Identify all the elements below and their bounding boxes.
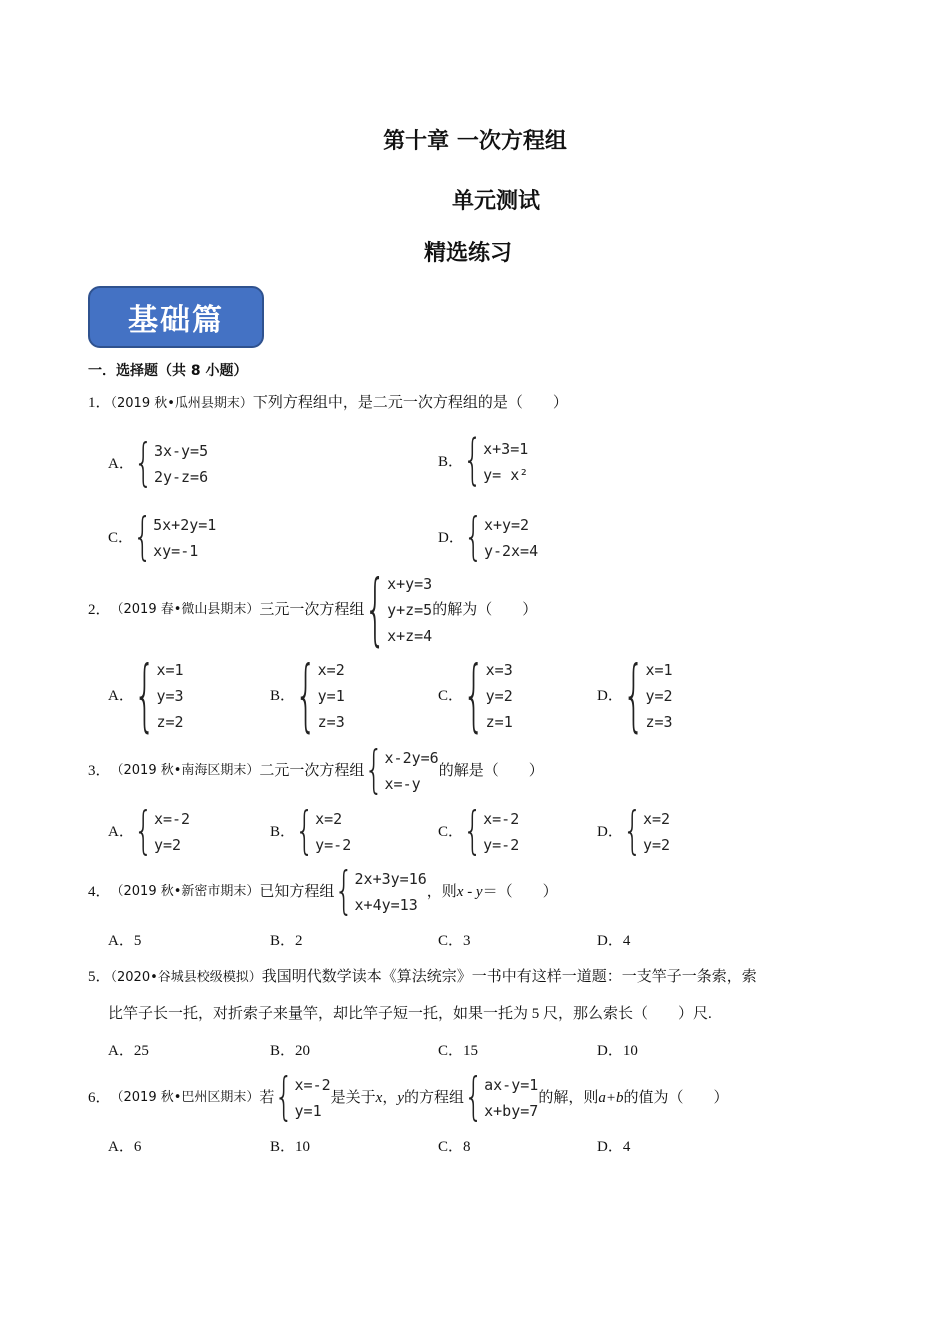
option-1a[interactable] bbox=[108, 433, 209, 493]
option-6a[interactable]: A．6 bbox=[108, 1139, 142, 1155]
question-text: 下列方程组中，是二元一次方程组的是（ ） bbox=[252, 395, 568, 411]
option-1b[interactable] bbox=[438, 429, 529, 493]
option-2c[interactable] bbox=[438, 650, 513, 742]
question-source: （2019 秋•巴州区期末） bbox=[110, 1090, 260, 1105]
equation-system: { x=-2 y=-2 bbox=[463, 801, 520, 861]
equation-system: { x+y=3 y+z=5 x+z=4 bbox=[364, 564, 433, 656]
equation-system: { x=2 y=2 bbox=[622, 801, 671, 861]
option-3a[interactable] bbox=[108, 801, 191, 861]
page-title: 第十章 一次方程组 bbox=[383, 129, 567, 154]
question-text: 已知方程组 bbox=[259, 884, 335, 900]
question-text: 的解，则 bbox=[538, 1090, 599, 1106]
option-label: B． bbox=[438, 454, 464, 470]
equation-system: { x+y=2 y-2x=4 bbox=[463, 507, 539, 567]
question-source: （2019 秋•瓜州县期末） bbox=[110, 396, 253, 411]
question-number: 6． bbox=[88, 1090, 111, 1106]
option-label: B． bbox=[270, 688, 296, 704]
option-label: D． bbox=[438, 530, 464, 546]
question-text: 是关于 bbox=[330, 1090, 376, 1106]
section-heading: 一．选择题（共 8 小题） bbox=[88, 363, 248, 379]
option-label: C． bbox=[438, 688, 464, 704]
option-label: C． bbox=[438, 824, 464, 840]
option-5c[interactable]: C．15 bbox=[438, 1043, 479, 1059]
question-4 bbox=[88, 861, 558, 921]
equation-system: { 3x-y=5 2y-z=6 bbox=[133, 433, 209, 493]
option-6d[interactable]: D．4 bbox=[597, 1139, 631, 1155]
option-5a[interactable]: A．25 bbox=[108, 1043, 149, 1059]
option-4d[interactable]: D．4 bbox=[597, 933, 631, 949]
question-1 bbox=[88, 392, 568, 415]
question-text: 若 bbox=[259, 1090, 275, 1106]
question-6 bbox=[88, 1067, 729, 1127]
question-text: ，则 bbox=[426, 884, 457, 900]
equation-system: { x=1 y=3 z=2 bbox=[133, 650, 184, 742]
option-4a[interactable]: A．5 bbox=[108, 933, 142, 949]
math-variable: y bbox=[397, 1090, 405, 1106]
equation-system: { x=1 y=2 z=3 bbox=[622, 650, 673, 742]
question-text: 二元一次方程组 bbox=[259, 763, 365, 779]
option-2b[interactable] bbox=[270, 650, 345, 742]
option-label: D． bbox=[597, 688, 623, 704]
level-badge: 基础篇 bbox=[88, 286, 264, 348]
equation-system: { ax-y=1 x+by=7 bbox=[464, 1067, 539, 1127]
question-source: （2019 秋•南海区期末） bbox=[110, 763, 260, 778]
option-3d[interactable] bbox=[597, 801, 671, 861]
question-number: 2． bbox=[88, 602, 111, 618]
equation-system: { x=2 y=-2 bbox=[295, 801, 352, 861]
option-label: A． bbox=[108, 824, 134, 840]
option-1c[interactable] bbox=[108, 507, 217, 567]
option-3c[interactable] bbox=[438, 801, 520, 861]
question-source: （2020•谷城县校级模拟） bbox=[110, 970, 262, 985]
question-text: 我国明代数学读本《算法统宗》一书中有这样一道题：一支竿子一条索，索 bbox=[261, 969, 757, 985]
math-expression: x - y bbox=[456, 884, 483, 900]
equation-system: { x=-2 y=1 bbox=[274, 1067, 331, 1127]
question-number: 4． bbox=[88, 884, 111, 900]
question-text: 三元一次方程组 bbox=[259, 602, 365, 618]
option-5b[interactable]: B．20 bbox=[270, 1043, 311, 1059]
question-5 bbox=[88, 966, 757, 989]
math-expression: a+b bbox=[598, 1090, 624, 1106]
question-number: 5． bbox=[88, 969, 111, 985]
question-text: 的解是（ ） bbox=[438, 763, 544, 779]
question-text: 的解为（ ） bbox=[432, 602, 538, 618]
option-2d[interactable] bbox=[597, 650, 673, 742]
question-text: ＝（ ） bbox=[482, 884, 558, 900]
equation-system: { 2x+3y=16 x+4y=13 bbox=[334, 861, 427, 921]
question-text: ， bbox=[382, 1090, 398, 1106]
option-label: B． bbox=[270, 824, 296, 840]
option-6c[interactable]: C．8 bbox=[438, 1139, 471, 1155]
equation-system: { x=-2 y=2 bbox=[133, 801, 191, 861]
question-source: （2019 秋•新密市期末） bbox=[110, 884, 260, 899]
option-label: C． bbox=[108, 530, 134, 546]
option-4c[interactable]: C．3 bbox=[438, 933, 471, 949]
question-text: 的值为（ ） bbox=[623, 1090, 729, 1106]
option-label: A． bbox=[108, 688, 134, 704]
question-source: （2019 春•微山县期末） bbox=[110, 602, 260, 617]
option-2a[interactable] bbox=[108, 650, 184, 742]
option-6b[interactable]: B．10 bbox=[270, 1139, 311, 1155]
question-number: 3． bbox=[88, 763, 111, 779]
equation-system: { 5x+2y=1 xy=-1 bbox=[133, 507, 217, 567]
question-number: 1． bbox=[88, 395, 111, 411]
option-5d[interactable]: D．10 bbox=[597, 1043, 638, 1059]
equation-system: { x+3=1 y= x² bbox=[463, 429, 529, 493]
page-subtitle-2: 精选练习 bbox=[424, 241, 513, 266]
question-text: 的方程组 bbox=[404, 1090, 465, 1106]
option-1d[interactable] bbox=[438, 507, 539, 567]
option-label: D． bbox=[597, 824, 623, 840]
math-variable: x bbox=[375, 1090, 383, 1106]
question-5-continued: 比竿子长一托，对折索子来量竿，却比竿子短一托，如果一托为 5 尺，那么索长（ ）尺. bbox=[108, 1006, 712, 1022]
equation-system: { x=3 y=2 z=1 bbox=[463, 650, 513, 742]
page-subtitle: 单元测试 bbox=[452, 189, 541, 214]
option-label: A． bbox=[108, 456, 134, 472]
equation-system: { x-2y=6 x=-y bbox=[364, 740, 439, 800]
option-4b[interactable]: B．2 bbox=[270, 933, 303, 949]
equation-system: { x=2 y=1 z=3 bbox=[295, 650, 345, 742]
